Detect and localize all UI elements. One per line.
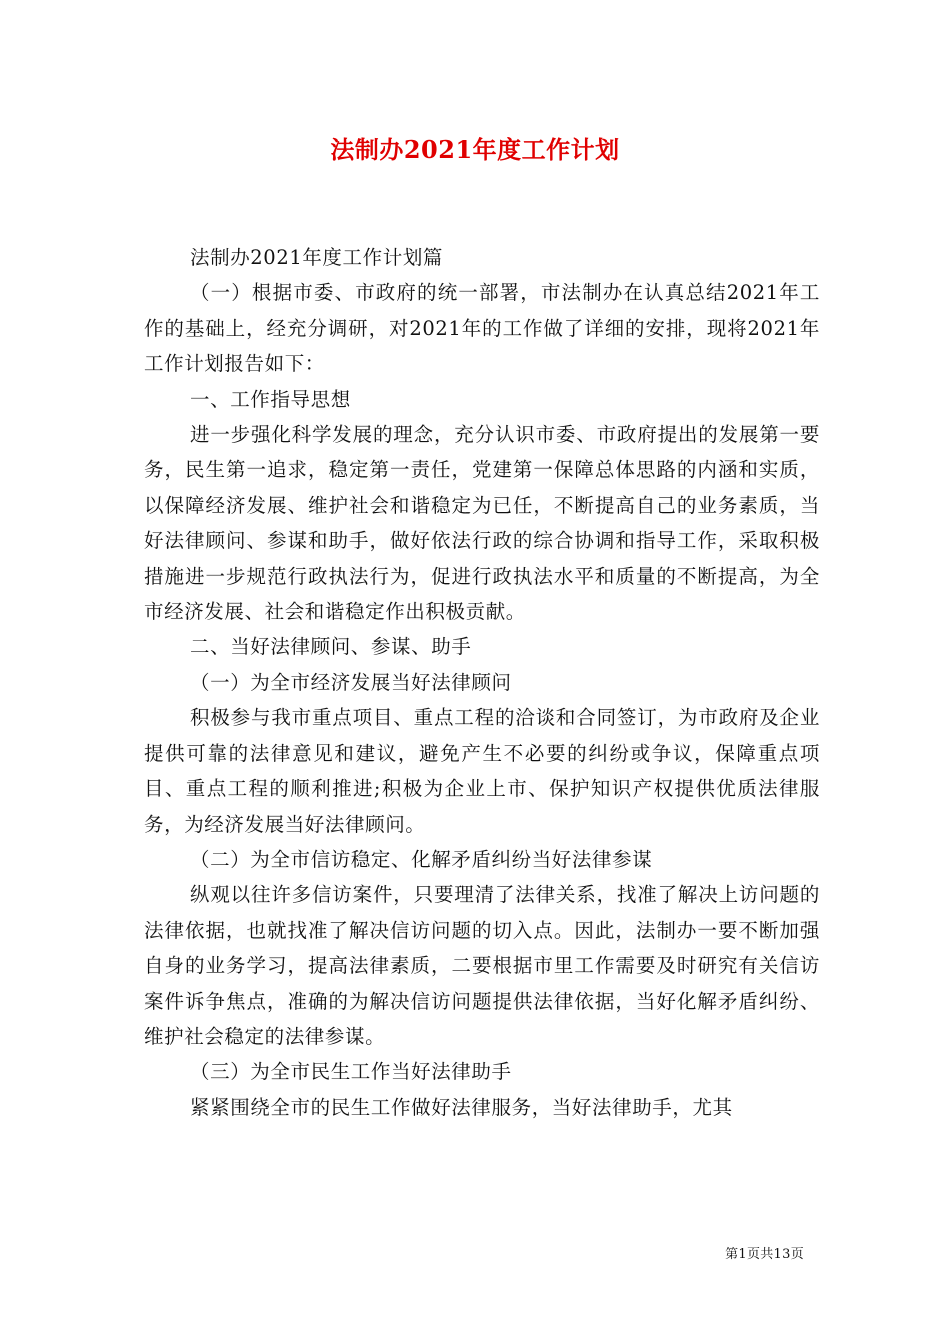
document-title: 法制办2021年度工作计划	[330, 135, 620, 164]
paragraph-guiding-thought: 进一步强化科学发展的理念，充分认识市委、市政府提出的发展第一要务，民生第一追求，稳定第一责任，党建第一保障总体思路的内涵和实质，以保障经济发展、维护社会和谐稳定为已任，不断提高自己的业务素质，当好法律顾问、参谋和助手，做好依法行政的综合协调和指导工作，采取积极措施进一步规范行政执法行为，促进行政执法水平和质量的不断提高，为全市经济发展、社会和谐稳定作出积极贡献。	[144, 423, 820, 624]
paragraph-heading: 法制办2021年度工作计划篇	[190, 246, 444, 269]
paragraph-intro: （一）根据市委、市政府的统一部署，市法制办在认真总结2021年工作的基础上，经充分调研，对2021年的工作做了详细的安排，现将2021年工作计划报告如下：	[144, 281, 820, 376]
section-heading-1: 一、工作指导思想	[190, 387, 351, 411]
page-number-footer: 第1页共13页	[725, 1247, 804, 1262]
document-body	[144, 240, 820, 1125]
subsection-heading-1: （一）为全市经济发展当好法律顾问	[190, 670, 512, 694]
subsection-heading-3: （三）为全市民生工作当好法律助手	[190, 1060, 512, 1084]
section-heading-2: 二、当好法律顾问、参谋、助手	[190, 635, 472, 659]
subsection-heading-2: （二）为全市信访稳定、化解矛盾纠纷当好法律参谋	[190, 847, 653, 871]
paragraph-legal-assistant: 紧紧围绕全市的民生工作做好法律服务，当好法律助手，尤其	[190, 1095, 733, 1119]
paragraph-legal-advisor: 积极参与我市重点项目、重点工程的洽谈和合同签订，为市政府及企业提供可靠的法律意见和建议，避免产生不必要的纠纷或争议，保障重点项目、重点工程的顺利推进;积极为企业上市、保护知识产权提供优质法律服务，为经济发展当好法律顾问。	[144, 706, 820, 836]
paragraph-legal-counsel: 纵观以往许多信访案件，只要理清了法律关系，找准了解决上访问题的法律依据，也就找准了解决信访问题的切入点。因此，法制办一要不断加强自身的业务学习，提高法律素质，二要根据市里工作需要及时研究有关信访案件诉争焦点，准确的为解决信访问题提供法律依据，当好化解矛盾纠纷、维护社会稳定的法律参谋。	[144, 883, 820, 1048]
